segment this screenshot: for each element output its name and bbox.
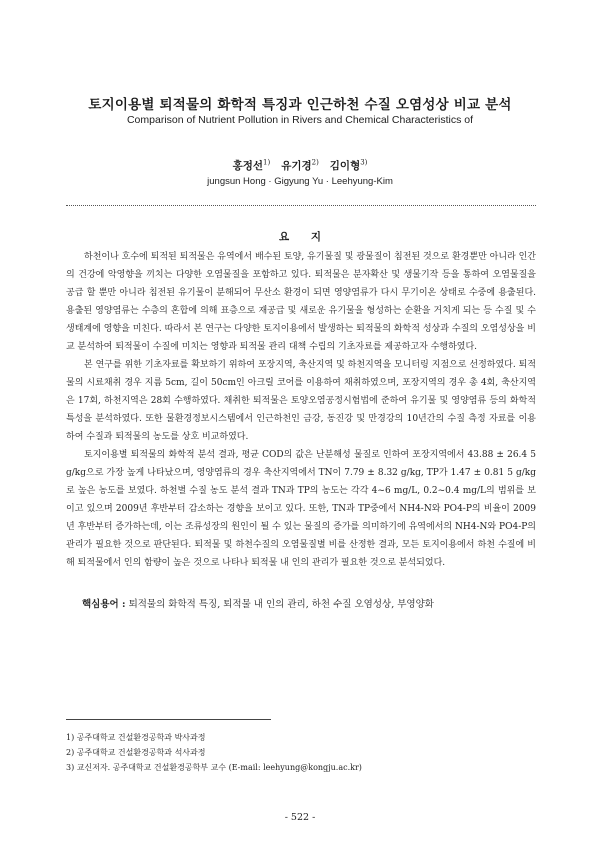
footnote-rule [66,719,271,720]
author-name: 홍정선 [232,160,264,172]
keywords-label: 핵심용어 : [82,599,126,610]
keywords [82,596,542,610]
footnotes [66,730,536,775]
footnote: 1) 공주대학교 건설환경공학과 박사과정 [66,733,206,742]
footnote: 2) 공주대학교 건설환경공학과 석사과정 [66,748,206,757]
author-name: 김이형 [329,160,361,172]
author-list-english: jungsun Hong · Gigyung Yu · Leehyung-Kim [207,176,393,187]
header-divider [66,205,536,206]
keywords-text: 퇴적물의 화학적 특징, 퇴적물 내 인의 관리, 하천 수질 오염성상, 부영양화 [128,599,434,610]
abstract-paragraph: 하천이나 호수에 퇴적된 퇴적물은 유역에서 배수된 토양, 유기물질 및 광물질이 침전된 것으로 환경뿐만 아니라 인간의 건강에 악영향을 끼치는 다양한 오염물질을 포함하고 있다. 퇴적물은 분자확산 및 생물기작 등을 통하여 오염물질을 공급 할 뿐만 아니라 침전된 유기물이 분해되어 무산소 환경이 되면 영양염류가 다시 무기이온 상태로 수중에 용출된다. 용출된 영양염류는 수층의 혼합에 의해 표층으로 재공급 및 새로운 유기물을 형성하는 순환을 거치게 되는 등 수질 및 수생태계에 영향을 미친다. 따라서 본 연구는 다양한 토지이용에서 발생하는 퇴적물의 화학적 성상과 수질의 오염성상을 비교 분석하여 퇴적물이 수질에 미치는 영향과 퇴적물 관리 대책 수립의 기초자료를 제공하고자 수행하였다. [66,252,536,352]
abstract-body [66,248,536,572]
author-list-korean [0,158,600,173]
abstract-paragraph: 본 연구를 위한 기초자료를 확보하기 위하여 포장지역, 축산지역 및 하천지역을 모니터링 지점으로 선정하였다. 퇴적물의 시료채취 경우 지름 5cm, 길이 50cm인 아크릴 코어를 이용하여 채취하였으며, 포장지역의 경우 총 4회, 축산지역은 17회, 하천지역은 28회 수행하였다. 채취한 퇴적물은 토양오염공정시험법에 준하여 유기물 및 영양염류 등의 화학적 특성을 분석하였다. 또한 물환경정보시스템에서 인근하천인 금강, 동진강 및 만경강의 10년간의 수질 측정 자료를 이용하여 수질과 퇴적물의 농도를 상호 비교하였다. [66,360,536,442]
author-name: 유기경 [281,160,312,172]
abstract-paragraph: 토지이용별 퇴적물의 화학적 분석 결과, 평균 COD의 값은 난분해성 물질로 인하여 포장지역에서 43.88 ± 26.4 5 g/kg으로 가장 높게 나타났으며, 영양염류의 경우 축산지역에서 TN이 7.79 ± 8.32 g/kg, TP가 1.47 ± 0.81 5 g/kg로 높은 농도를 보였다. 하천별 수질 농도 분석 결과 TN과 TP의 농도는 각각 4~6 mg/L, 0.2~0.4 mg/L의 범위를 보이고 있으며 2009년 후반부터 감소하는 경향을 보이고 있다. 또한, TN과 TP중에서 NH4-N와 PO4-P의 비율이 2009년 후반부터 증가하는데, 이는 조류성장의 원인이 될 수 있는 물질의 증가를 의미하기에 유역에서의 NH4-N와 PO4-P의 관리가 필요한 것으로 판단된다. 퇴적물 및 하천수질의 오염물질별 비를 산정한 결과, 모든 토지이용에서 하천 수질에 비해 퇴적물에서 인의 함량이 높은 것으로 나타나 퇴적물 내 인의 관리가 필요한 것으로 분석되었다. [66,450,536,568]
author-footnote-mark: 3) [360,158,368,167]
footnote: 3) 교신저자. 공주대학교 건설환경공학부 교수 (E-mail: leehyung@kongju.ac.kr) [66,763,362,772]
paper-title-korean: 토지이용별 퇴적물의 화학적 특징과 인근하천 수질 오염성상 비교 분석 [88,97,512,113]
page-number: - 522 - [284,812,316,823]
abstract-heading: 요 지 [279,231,321,243]
author-footnote-mark: 1) [263,158,271,167]
author-footnote-mark: 2) [311,158,319,167]
paper-title-english: Comparison of Nutrient Pollution in Rivers and Chemical Characteristics of [126,114,474,126]
